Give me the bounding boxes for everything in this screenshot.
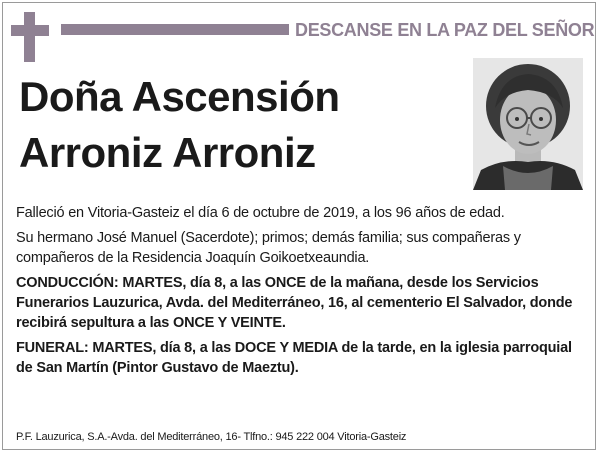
- portrait-photo: [473, 58, 583, 190]
- death-notice: Falleció en Vitoria-Gasteiz el día 6 de octubre de 2019, a los 96 años de edad.: [16, 205, 505, 221]
- conduction-details: CONDUCCIÓN: MARTES, día 8, a las ONCE de la mañana, desde los Servicios Funerarios Lauzurica, Avda. del Mediterráneo, 16, al cementerio El Salvador, donde recibirá sepultura a las ONCE Y VEINTE.: [16, 275, 573, 331]
- header-rule: [61, 24, 289, 35]
- name-line-1: Doña Ascensión: [19, 73, 340, 120]
- name-line-2: Arroniz Arroniz: [19, 129, 316, 176]
- family-list: Su hermano José Manuel (Sacerdote); primos; demás familia; sus compañeras y compañeros de la Residencia Joaquín Goikoetxeaundia.: [16, 230, 521, 266]
- funeral-home-footer: P.F. Lauzurica, S.A.-Avda. del Mediterráneo, 16- Tlfno.: 945 222 004 Vitoria-Gasteiz: [16, 431, 407, 443]
- cross-icon: [11, 12, 49, 62]
- funeral-details: FUNERAL: MARTES, día 8, a las DOCE Y MEDIA de la tarde, en la iglesia parroquial de San Martín (Pintor Gustavo de Maeztu).: [16, 340, 572, 376]
- notice-body: [16, 203, 588, 383]
- obituary-card: [2, 2, 596, 450]
- motto: DESCANSE EN LA PAZ DEL SEÑOR: [295, 20, 595, 40]
- deceased-name: [19, 69, 439, 181]
